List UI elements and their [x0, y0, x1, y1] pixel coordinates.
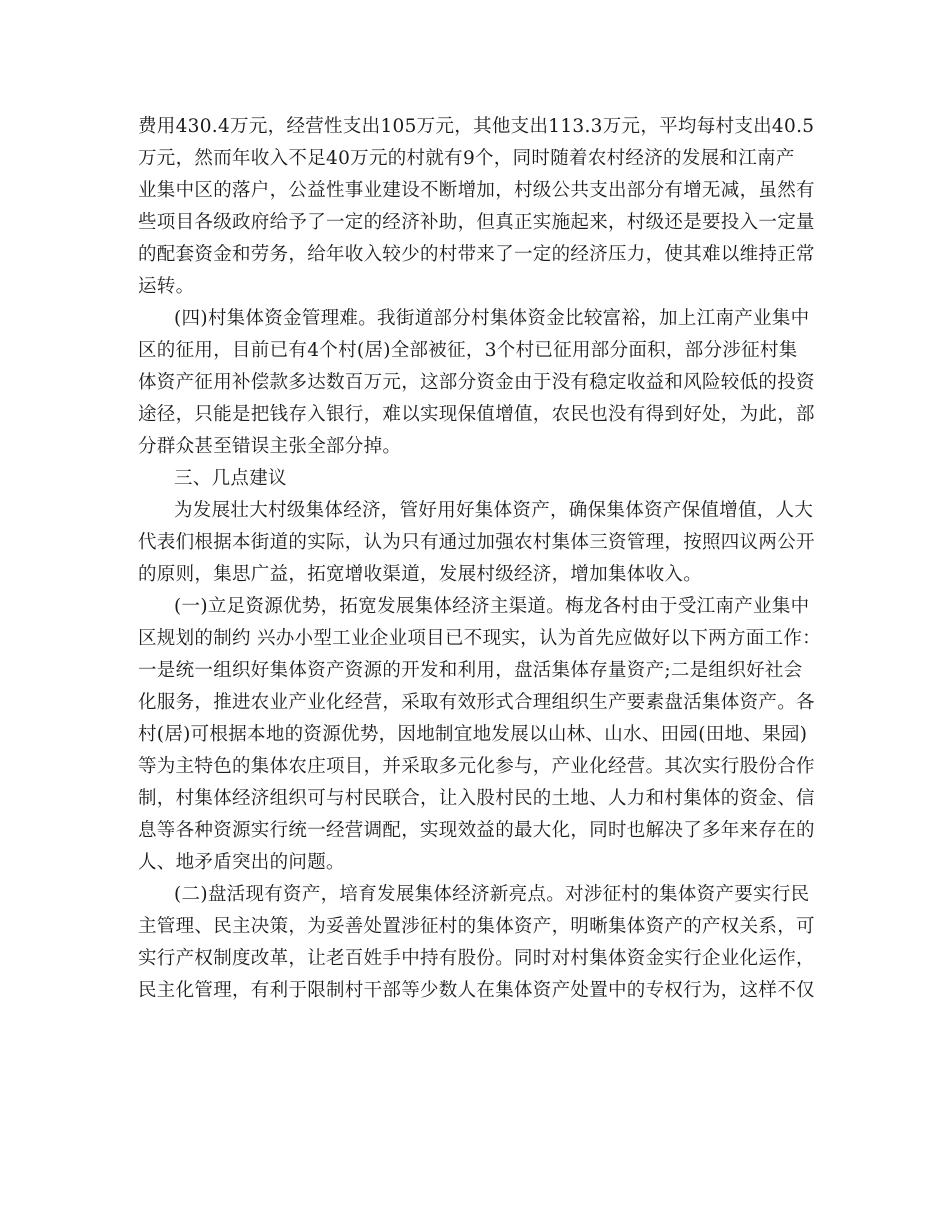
text-line: 运转。: [138, 276, 195, 297]
text-line: 化服务，推进农业产业化经营，采取有效形式合理组织生产要素盘活集体资产。各: [138, 692, 815, 713]
text-line: 分群众甚至错误主张全部分掉。: [138, 436, 402, 457]
text-line: 万元，然而年收入不足40万元的村就有9个，同时随着农村经济的发展和江南产: [138, 148, 795, 169]
text-line: 人、地矛盾突出的问题。: [138, 852, 345, 873]
text-line: 息等各种资源实行统一经营调配，实现效益的最大化，同时也解决了多年来存在的: [138, 820, 815, 841]
text-line: 的配套资金和劳务，给年收入较少的村带来了一定的经济压力，使其难以维持正常: [138, 244, 815, 265]
section-heading: 三、几点建议: [174, 468, 287, 489]
text-line: 的原则，集思广益，拓宽增收渠道，发展村级经济，增加集体收入。: [138, 564, 703, 585]
text-line: 些项目各级政府给予了一定的经济补助，但真正实施起来，村级还是要投入一定量: [138, 212, 815, 233]
text-line: 等为主特色的集体农庄项目，并采取多元化参与，产业化经营。其次实行股份合作: [138, 756, 815, 777]
text-line: 村(居)可根据本地的资源优势，因地制宜地发展以山林、山水、田园(田地、果园): [138, 724, 808, 745]
text-line: 民主化管理，有利于限制村干部等少数人在集体资产处置中的专权行为，这样不仅: [138, 980, 815, 1001]
text-line: 实行产权制度改革，让老百姓手中持有股份。同时对村集体资金实行企业化运作，: [138, 948, 815, 969]
text-line: 主管理、民主决策，为妥善处置涉征村的集体资产，明晰集体资产的产权关系，可: [138, 916, 815, 937]
text-line: 途径，只能是把钱存入银行，难以实现保值增值，农民也没有得到好处，为此，部: [138, 404, 815, 425]
text-line: 区规划的制约 兴办小型工业企业项目已不现实，认为首先应做好以下两方面工作：: [138, 628, 821, 649]
text-line: 代表们根据本街道的实际，认为只有通过加强农村集体三资管理，按照四议两公开: [138, 532, 815, 553]
paragraph-start-line: (二)盘活现有资产，培育发展集体经济新亮点。对涉征村的集体资产要实行民: [174, 884, 810, 905]
text-line: 费用430.4万元，经营性支出105万元，其他支出113.3万元，平均每村支出40.5: [138, 116, 815, 137]
paragraph-start-line: 为发展壮大村级集体经济，管好用好集体资产，确保集体资产保值增值，人大: [174, 500, 814, 521]
text-line: 体资产征用补偿款多达数百万元，这部分资金由于没有稳定收益和风险较低的投资: [138, 372, 815, 393]
text-line: 制，村集体经济组织可与村民联合，让入股村民的土地、人力和村集体的资金、信: [138, 788, 815, 809]
text-line: 区的征用，目前已有4个村(居)全部被征，3个村已征用部分面积，部分涉征村集: [138, 340, 798, 361]
paragraph-start-line: (四)村集体资金管理难。我街道部分村集体资金比较富裕，加上江南产业集中: [174, 308, 810, 329]
paragraph-start-line: (一)立足资源优势，拓宽发展集体经济主渠道。梅龙各村由于受江南产业集中: [174, 596, 810, 617]
text-line: 业集中区的落户，公益性事业建设不断增加，村级公共支出部分有增无减，虽然有: [138, 180, 815, 201]
text-line: 一是统一组织好集体资产资源的开发和利用，盘活集体存量资产;二是组织好社会: [138, 660, 803, 681]
